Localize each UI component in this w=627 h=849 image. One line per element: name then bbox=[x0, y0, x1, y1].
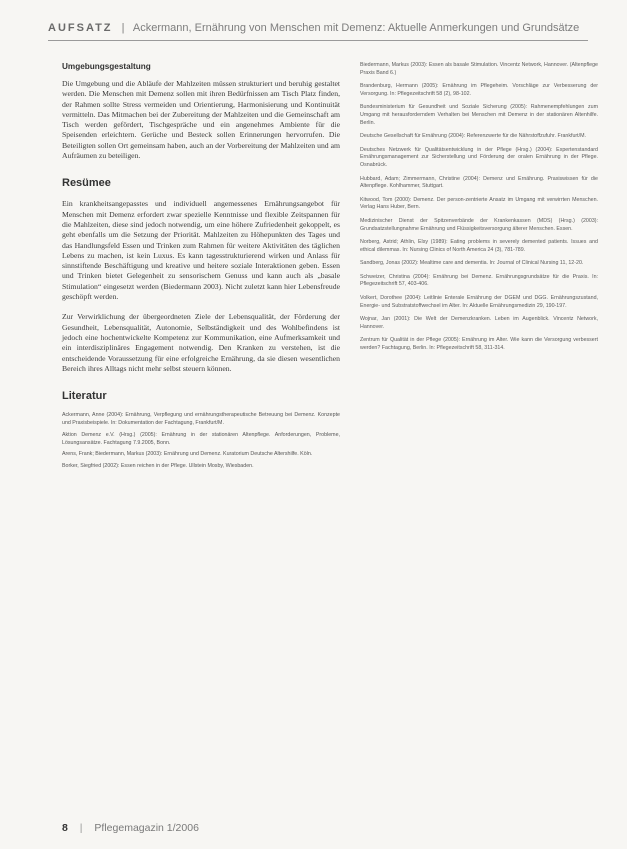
literature-entry: Aktion Demenz e.V. (Hrsg.) (2005): Ernährung in der stationären Altenpflege. Anforderungen, Probleme, Lösungsansätze. Fachtagung 7.9.2005, Bonn. bbox=[62, 431, 340, 446]
resumee-paragraph-2: Zur Verwirklichung der übergeordneten Ziele der Lebensqualität, der Förderung der Gesundheit, Lebensqualität, Autonomie, Selbständigkeit und des Wohlbefindens ist jedoch eine hochentwickelte Kompetenz zur Kommunikation, eine Aufmerksamkeit und ein interdisziplinäres Engagement notwendig. Den Kranken zu verstehen, ist die entscheidende Voraussetzung für eine erfolgreiche Ernährung, da sie diesen wesentlichen Bereich ihres Alltags nicht mehr selbst steuern können. bbox=[62, 312, 340, 373]
header-separator: | bbox=[121, 22, 125, 34]
page-number: 8 bbox=[62, 822, 68, 834]
footer-separator: | bbox=[79, 822, 83, 834]
literature-entry: Arens, Frank; Biedermann, Markus (2003): Ernährung und Demenz. Kuratorium Deutsche Altershilfe. Köln. bbox=[62, 451, 313, 458]
journal-issue: Pflegemagazin 1/2006 bbox=[94, 822, 199, 834]
resumee-heading: Resümee bbox=[62, 177, 111, 190]
reference-list bbox=[360, 62, 598, 353]
literature-entry: Borker, Siegfried (2002): Essen reichen in der Pflege. Ullstein Mosby, Wiesbaden. bbox=[62, 463, 254, 470]
reference-entry: Deutsches Netzwerk für Qualitätsentwicklung in der Pflege (Hrsg.) (2004): Expertenstandard Ernährungsmanagement zur Sicherstellung und Förderung der oralen Ernährung in der Pflege. Osnabrück. bbox=[360, 146, 598, 168]
page-footer bbox=[62, 822, 199, 834]
reference-entry: Sandberg, Jonas (2002): Mealtime care and dementia. In: Journal of Clinical Nursing 11, 12-20. bbox=[360, 260, 584, 267]
reference-entry: Medizinischer Dienst der Spitzenverbände der Krankenkassen (MDS) (Hrsg.) (2003): Grundsatzstellungnahme Ernährung und Flüssigkeitsversorgung älterer Menschen. Essen. bbox=[360, 217, 598, 232]
umgebung-paragraph: Die Umgebung und die Abläufe der Mahlzeiten müssen strukturiert und beruhig gestaltet werden. Die Menschen mit Demenz sollen mit ihren Bedürfnissen am Tisch Platz finden, der Rahmen sollte Stress vermeiden und Orientierung, Harmonisierung und Kontinuität vermitteln. Das Mitmachen bei der Zubereitung der Mahlzeiten und die Gemeinschaft am Tisch werden gefördert, Tischgespräche und ein angenehmes Ambiente für die Speisenden erleichtern. Gerüche und Besteck sollen Erinnerungen hervorrufen. Die Beteiligten sollen Ort gemeinsam haben, auch an der Vorbereitung der Mahlzeiten und am Aufräumen zu beteiligen. bbox=[62, 79, 340, 161]
reference-entry: Biedermann, Markus (2003): Essen als basale Stimulation. Vincentz Network, Hannover. (Altenpflege Praxis Band 6.) bbox=[360, 62, 598, 76]
reference-entry: Norberg, Astrid; Athlin, Elsy (1989): Eating problems in severely demented patients. Issues and ethical dilemmas. In: Nursing Clinics of North America 24 (3), 781-789. bbox=[360, 239, 598, 253]
reference-entry: Hubbard, Adam; Zimmermann, Christine (2004): Demenz und Ernährung. Praxiswissen für die Altenpflege. Kohlhammer, Stuttgart. bbox=[360, 175, 598, 190]
reference-entry: Deutsche Gesellschaft für Ernährung (2004): Referenzwerte für die Nährstoffzufuhr. Frankfurt/M. bbox=[360, 133, 587, 140]
reference-entry: Volkert, Dorothee (2004): Leitlinie Enterale Ernährung der DGEM und DGG. Ernährungszustand, Energie- und Substratstoffwechsel im Alter. In: Aktuelle Ernährungsmedizin 29, 190-197. bbox=[360, 295, 598, 309]
subheading-umgebung: Umgebungsgestaltung bbox=[62, 62, 151, 71]
running-title: Ackermann, Ernährung von Menschen mit Demenz: Aktuelle Anmerkungen und Grundsätze bbox=[132, 22, 580, 34]
page-header bbox=[48, 22, 588, 41]
resumee-paragraph-1: Ein krankheitsangepasstes und individuell angemessenes Ernährungsangebot für Menschen mit Demenz erfordert zwar spezielle Kenntnisse und flexible Zeitspannen für die Mahlzeiten, diese sind jedoch notwendig, um eine höhere Zufriedenheit gekoppelt, es geht ebenfalls um die Setzung der Priorität. Mahlzeiten zu Höhepunkten des Tages und das Handlungsfeld Essen und Trinken zum Rahmen für weitere Aktivitäten des täglichen Lebens zu machen, ist kein Luxus. Es kann tagesstrukturierend wirken und Anlass für sinnstiftende Beschäftigung und kreative und heitere soziale Interaktionen geben. Essen und Trinken bietet Gelegenheit zu sensorischem Genuss und kann auch als „basale Stimulation“ eingesetzt werden (Biedermann 2003). Nicht zuletzt kann hier Lebensfreude geschöpft werden. bbox=[62, 199, 340, 302]
reference-entry: Zentrum für Qualität in der Pflege (2005): Ernährung im Alter. Wie kann die Versorgung verbessert werden? Fachtagung, Berlin. In: Pflegezeitschrift 58, 311-314. bbox=[360, 337, 598, 352]
literature-list bbox=[62, 412, 340, 471]
right-column bbox=[360, 62, 598, 359]
reference-entry: Wojnar, Jan (2001): Die Welt der Demenzkranken. Leben im Augenblick. Vincentz Network, Hannover. bbox=[360, 316, 598, 330]
left-column bbox=[62, 62, 340, 475]
literature-entry: Ackermann, Anne (2004): Ernährung, Verpflegung und ernährungstherapeutische Betreuung bei Demenz. Konzepte und Praxisbeispiele. In: Dokumentation der Fachtagung, Frankfurt/M. bbox=[62, 412, 340, 426]
reference-entry: Brandenburg, Hermann (2005): Ernährung im Pflegeheim. Vorschläge zur Verbesserung der Versorgung. In: Pflegezeitschrift 58 (2), 98-102. bbox=[360, 83, 598, 97]
literatur-heading: Literatur bbox=[62, 390, 107, 403]
reference-entry: Schweizer, Christina (2004): Ernährung bei Demenz. Ernährungsgrundsätze für die Praxis. In: Pflegezeitschrift 57, 403-406. bbox=[360, 273, 598, 288]
section-label: AUFSATZ bbox=[48, 22, 113, 34]
reference-entry: Kitwood, Tom (2000): Demenz. Der person-zentrierte Ansatz im Umgang mit verwirrten Menschen. Verlag Hans Huber, Bern. bbox=[360, 196, 598, 211]
reference-entry: Bundesministerium für Gesundheit und Soziale Sicherung (2005): Rahmenempfehlungen zum Umgang mit herausforderndem Verhalten bei Menschen mit Demenz in der stationären Altenhilfe. Berlin. bbox=[360, 104, 598, 126]
